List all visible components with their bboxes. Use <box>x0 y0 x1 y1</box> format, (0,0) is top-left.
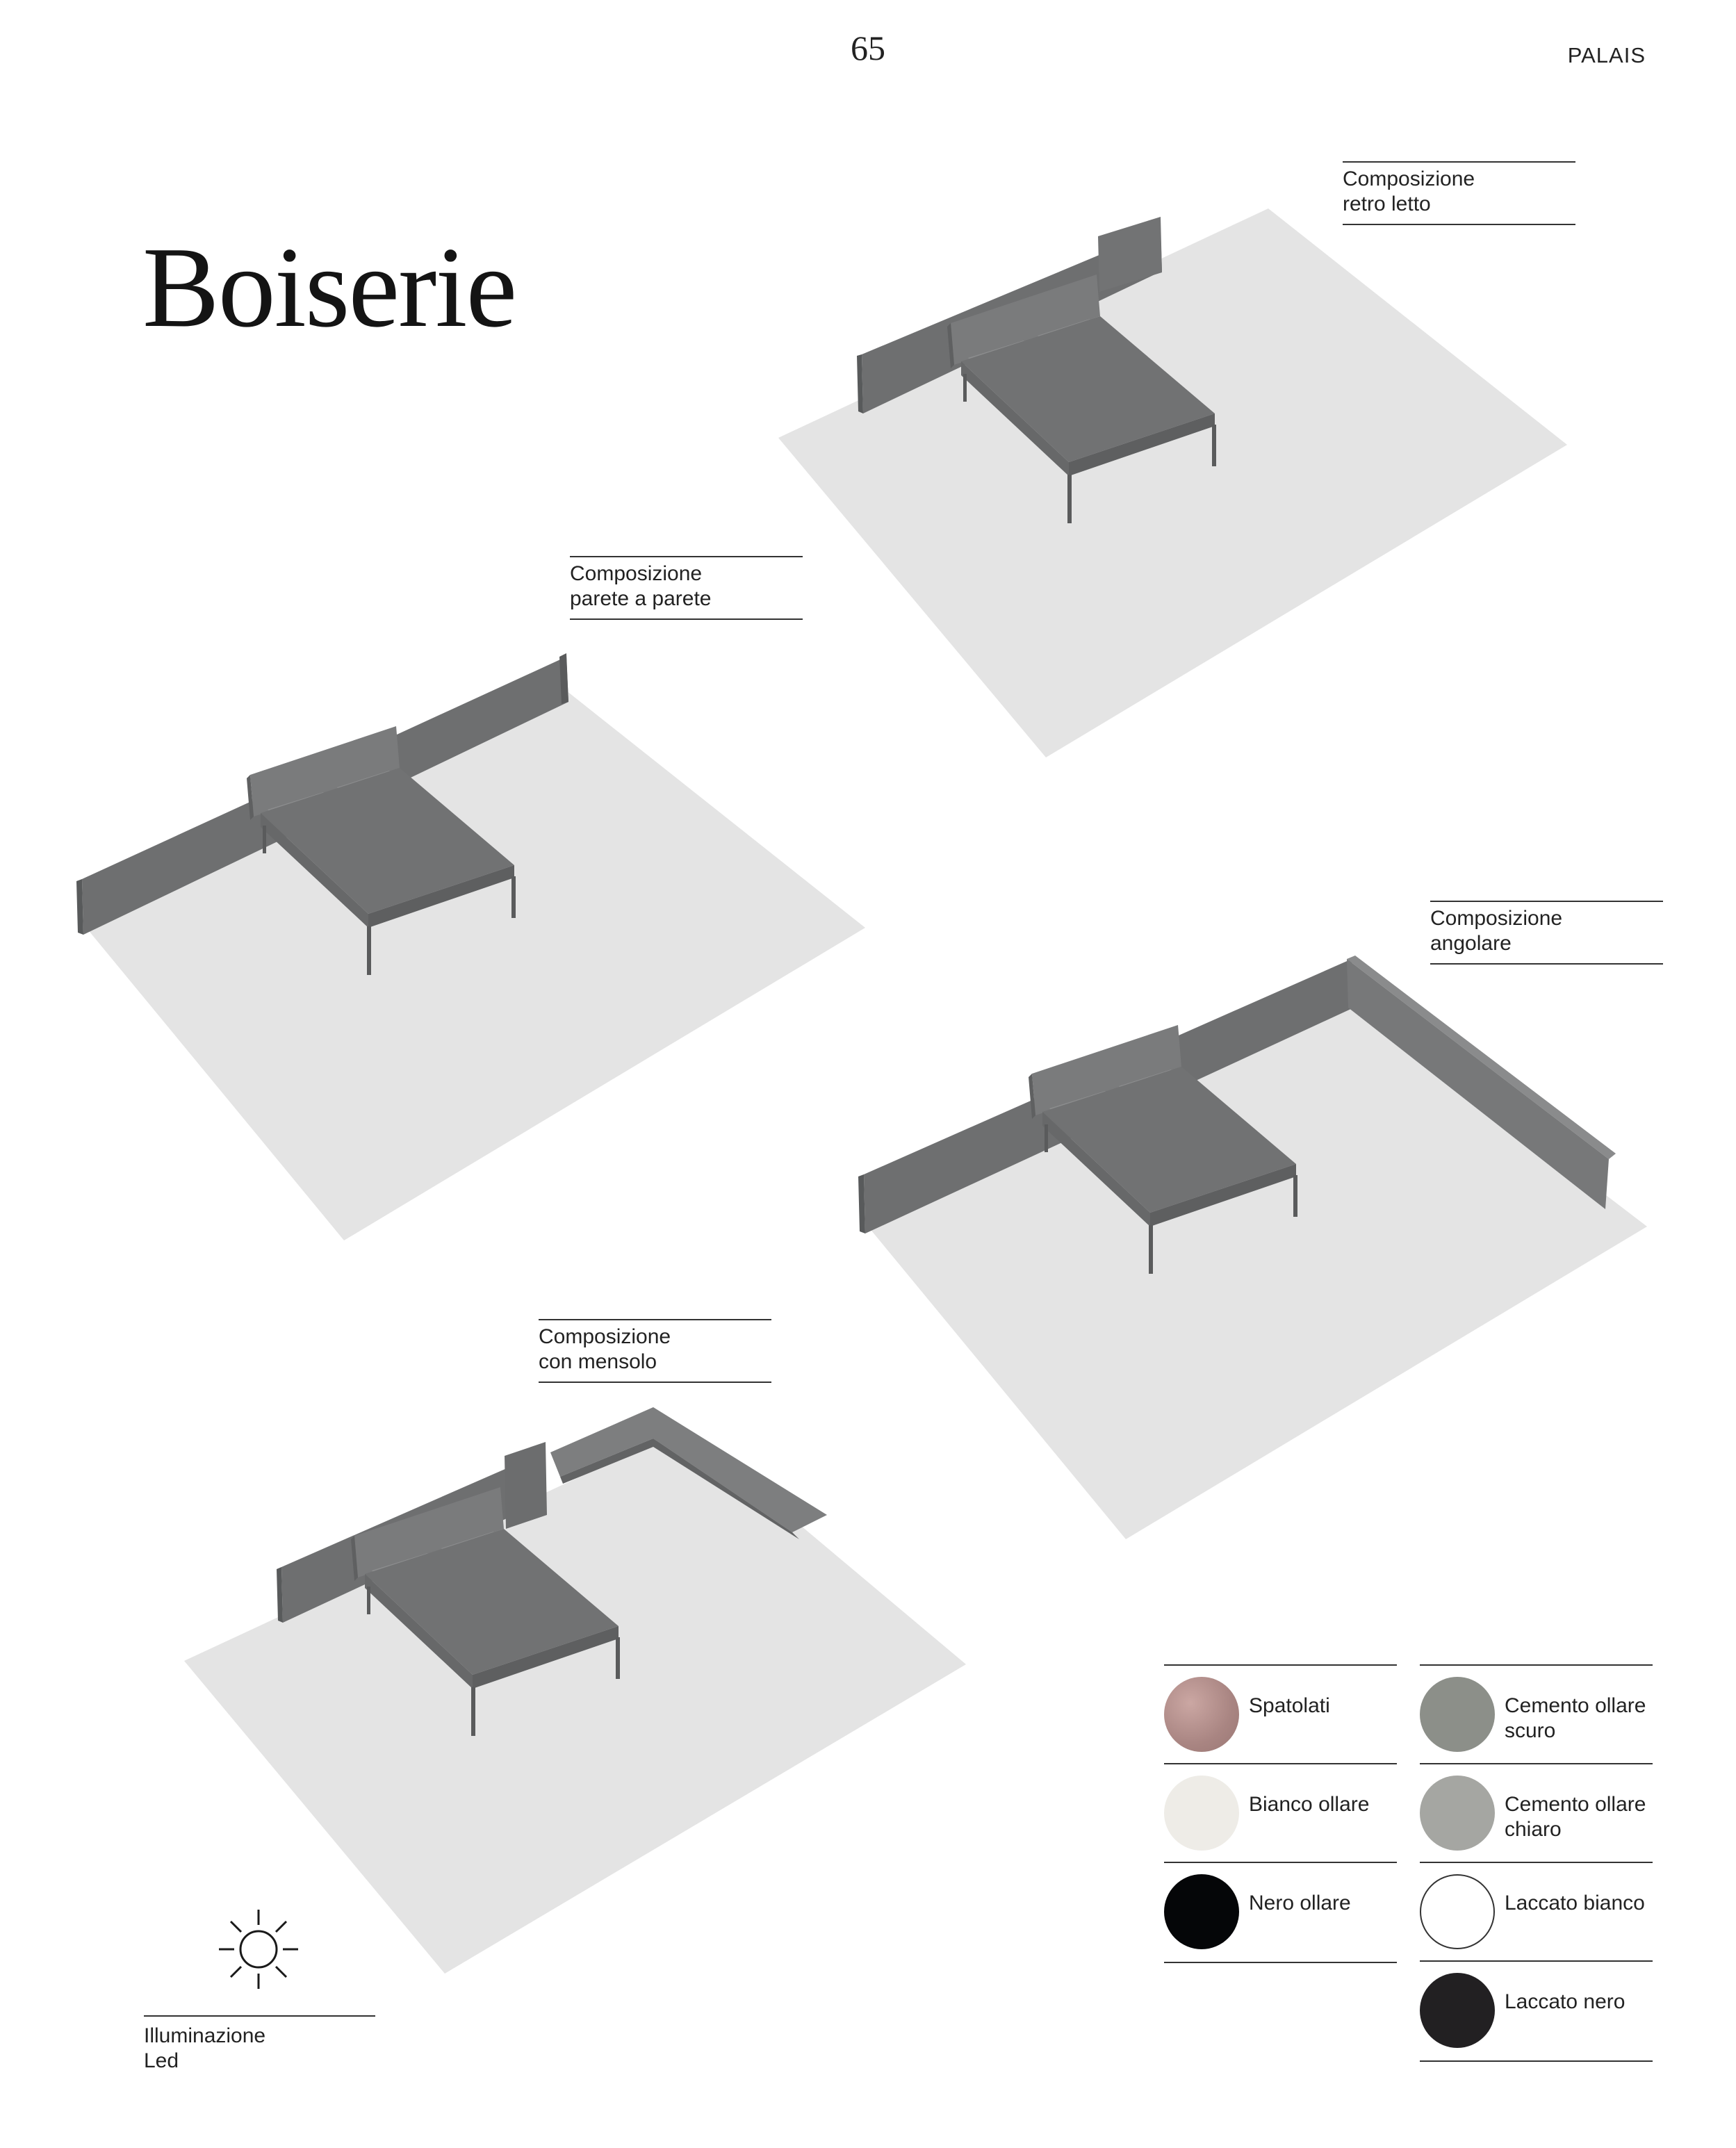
brand-name: PALAIS <box>1567 43 1646 67</box>
page-title: Boiserie <box>142 223 516 351</box>
scene-retro-letto <box>778 208 1567 757</box>
finish-laccato-nero: Laccato nero <box>1420 1960 1653 2062</box>
finish-spatolati: Spatolati <box>1164 1664 1397 1764</box>
finish-laccato-bianco: Laccato bianco <box>1420 1862 1653 1962</box>
swatch-spatolati <box>1164 1677 1239 1752</box>
swatch-laccato-nero <box>1420 1973 1495 2048</box>
swatch-bianco-ollare <box>1164 1776 1239 1851</box>
finish-nero-ollare: Nero ollare <box>1164 1862 1397 1963</box>
scene-angolare <box>858 956 1647 1539</box>
caption-parete-a-parete: Composizione parete a parete <box>570 556 803 620</box>
swatch-cemento-ollare-chiaro <box>1420 1776 1495 1851</box>
finish-cemento-ollare-scuro: Cemento ollare scuro <box>1420 1664 1653 1764</box>
caption-con-mensolo: Composizione con mensolo <box>539 1319 771 1383</box>
swatch-nero-ollare <box>1164 1874 1239 1949</box>
scene-parete-a-parete <box>76 653 865 1240</box>
scene-con-mensolo <box>184 1407 966 1974</box>
swatch-laccato-bianco <box>1420 1874 1495 1949</box>
page-number: 65 <box>851 28 885 67</box>
caption-retro-letto: Composizione retro letto <box>1343 161 1575 225</box>
sun-icon <box>219 1910 298 1989</box>
finish-cemento-ollare-chiaro: Cemento ollare chiaro <box>1420 1763 1653 1863</box>
caption-angolare: Composizione angolare <box>1430 901 1663 965</box>
lighting-label: Illuminazione Led <box>144 2015 375 2074</box>
swatch-cemento-ollare-scuro <box>1420 1677 1495 1752</box>
finish-bianco-ollare: Bianco ollare <box>1164 1763 1397 1863</box>
